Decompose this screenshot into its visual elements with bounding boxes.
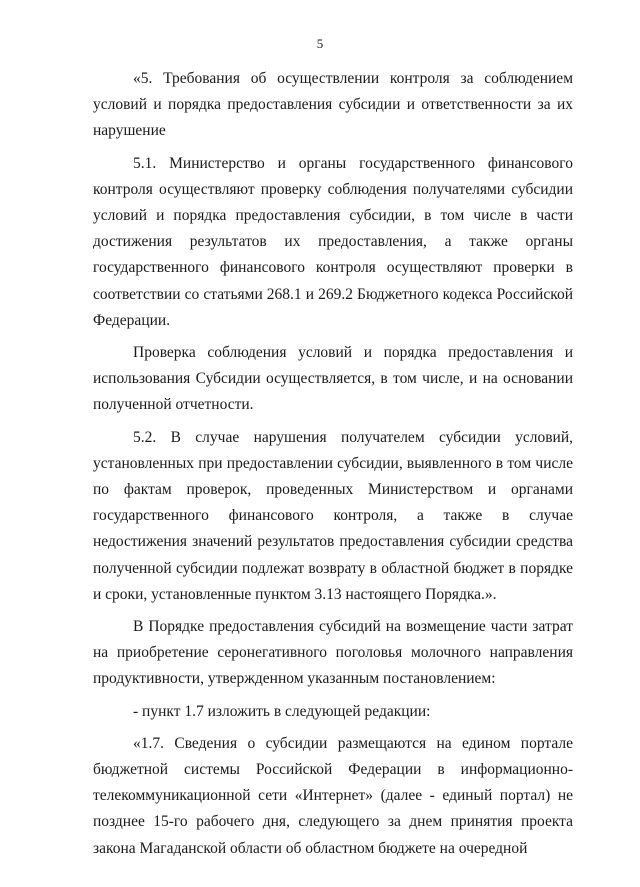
paragraph-5-1: 5.1. Министерство и органы государственного финансового контроля осуществляют проверку соблюдения получателями субсидии условий и порядка предоставления субсидии, в том числе в части достижения результатов их предоставления, а также органы государственного финансового контроля осуществляют проверки в соответствии со статьями 268.1 и 269.2 Бюджетного кодекса Российской Федерации.: [93, 154, 573, 329]
section-heading: «5. Требования об осуществлении контроля за соблюдением условий и порядка предоставления субсидии и ответственности за их нарушение: [93, 70, 573, 140]
paragraph-procedure: В Порядке предоставления субсидий на возмещение части затрат на приобретение серонегативного поголовья молочного направления продуктивности, утвержденном указанным постановлением:: [93, 618, 573, 688]
page-number: 5: [316, 36, 324, 51]
paragraph-inspection: Проверка соблюдения условий и порядка предоставления и использования Субсидии осуществляется, в том числе, и на основании полученной отчетности.: [93, 344, 573, 414]
document-body: [93, 66, 573, 862]
paragraph-5-2: 5.2. В случае нарушения получателем субсидии условий, установленных при предоставлении субсидии, выявленного в том числе по фактам проверок, проведенных Министерством и органами государственного финансового контроля, а также в случае недостижения значений результатов предоставления субсидии средства полученной субсидии подлежат возврату в областной бюджет в порядке и сроки, установленные пунктом 3.13 настоящего Порядка.».: [93, 428, 573, 603]
paragraph-item-1-7-instruction: - пункт 1.7 изложить в следующей редакции:: [133, 702, 431, 720]
paragraph-1-7: «1.7. Сведения о субсидии размещаются на едином портале бюджетной системы Российской Федерации в информационно-телекоммуникационной сети «Интернет» (далее - единый портал) не позднее 15-го рабочего дня, следующего за днем принятия проекта закона Магаданской области об областном бюджете на очередной: [93, 734, 573, 857]
